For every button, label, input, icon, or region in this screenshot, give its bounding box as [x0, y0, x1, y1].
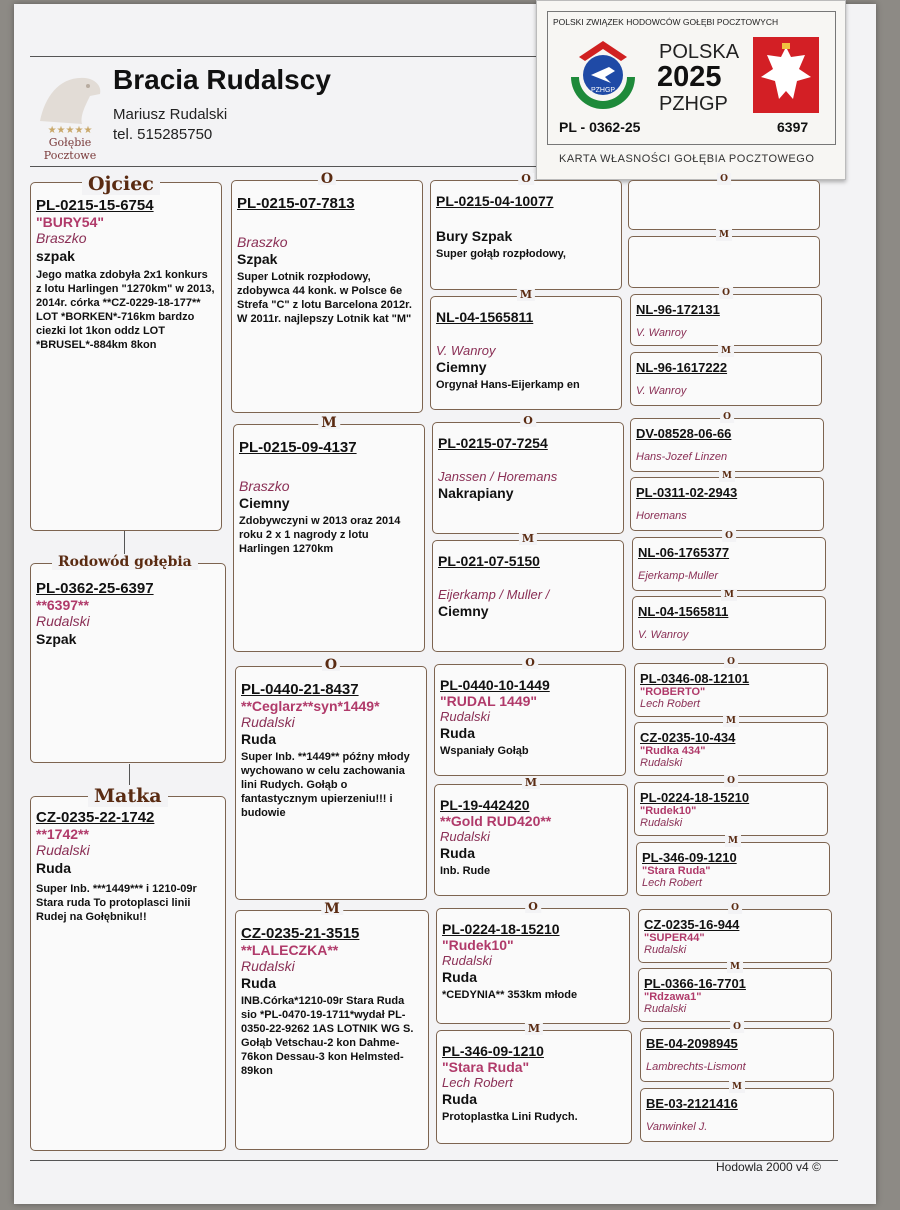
sex-label: O [525, 901, 541, 913]
ancestor-breed: Vanwinkel J. [646, 1121, 708, 1133]
ancestor-breed: Lech Robert [640, 698, 700, 710]
sex-label: M [718, 345, 734, 357]
spacer [634, 188, 814, 198]
ancestor-breed: Rudalski [640, 817, 683, 829]
sex-label: O [720, 411, 734, 423]
logo [30, 66, 110, 162]
great-grandparent-color: Ruda [440, 845, 475, 861]
grandparent-breed: Rudalski [241, 958, 295, 974]
pigeon-label: Rodowód gołębia [52, 554, 198, 570]
pigeon-box[interactable] [30, 563, 226, 763]
great-grandparent-box[interactable] [432, 532, 624, 652]
pigeon-color: Szpak [36, 631, 77, 647]
grandparent-color: Szpak [237, 251, 278, 267]
sex-label: M [522, 777, 540, 789]
great-grandparent-color: Ciemny [436, 359, 487, 375]
great-grandparent-ring: PL-346-09-1210 [442, 1043, 544, 1059]
spacer [638, 560, 820, 570]
grandparent-nick: **LALECZKA** [241, 942, 339, 958]
sex-label: O [730, 1021, 744, 1033]
ancestor-box[interactable] [638, 962, 832, 1022]
great-grandparent-breed: Rudalski [440, 709, 490, 724]
grandparent-desc: INB.Córka*1210-09r Stara Ruda sio *PL-0470-19-1711*wydał PL-0350-22-9262 1AS LOTNIK WG S. Gołąb Vetschau-2 kon Dahme-76kon Dessau-3 kon Helmsted-89kon [241, 995, 414, 1077]
father-nick: "BURY54" [36, 214, 104, 230]
sex-label: M [719, 470, 735, 482]
ancestor-nick: "Rudka 434" [640, 745, 706, 757]
great-grandparent-nick: "Stara Ruda" [442, 1059, 530, 1075]
ancestor-nick: "Stara Ruda" [642, 865, 711, 877]
ancestor-box[interactable] [630, 346, 822, 406]
ancestor-nick: "SUPER44" [644, 932, 705, 944]
ancestor-ring: CZ-0235-16-944 [644, 917, 740, 932]
grandparent-box[interactable] [233, 415, 425, 652]
great-grandparent-ring: PL-0224-18-15210 [442, 921, 560, 937]
header-line-top [30, 56, 536, 57]
logo-text-1: Gołębie [48, 136, 92, 149]
mother-desc: Super Inb. ***1449*** i 1210-09r Stara ruda To protoplasci linii Rudej na Gołębniku!! [36, 883, 197, 923]
grandparent-box[interactable] [235, 657, 427, 900]
great-grandparent-ring: PL-0440-10-1449 [440, 677, 550, 693]
grandparent-desc: Super Inb. **1449** późny młody wychowano w celu zachowania lini Rudych. Gołąb o fantastycznym upierzeniu!!! i budowie [241, 751, 410, 819]
logo-text-2: Pocztowe [43, 149, 97, 162]
sex-label: M [727, 961, 743, 973]
ancestor-ring: NL-96-172131 [636, 302, 720, 317]
great-grandparent-box[interactable] [430, 172, 622, 290]
great-grandparent-desc: Super gołąb rozpłodowy, [436, 248, 566, 260]
spacer [636, 500, 818, 510]
father-breed: Braszko [36, 230, 87, 246]
great-grandparent-color: Bury Szpak [436, 228, 513, 244]
owner-name: Mariusz Rudalski [113, 106, 228, 123]
great-grandparent-box[interactable] [434, 776, 628, 896]
logo-stars: ★★★★★ [47, 125, 93, 136]
connector-line [124, 531, 125, 555]
spacer [638, 619, 820, 629]
ancestor-nick: "Rudek10" [640, 805, 697, 817]
great-grandparent-desc: Wspaniały Gołąb [440, 745, 529, 757]
ancestor-box[interactable] [634, 716, 828, 776]
ancestor-ring: BE-04-2098945 [646, 1036, 738, 1051]
polish-eagle-icon [753, 37, 819, 113]
ancestor-breed: V. Wanroy [636, 327, 687, 339]
pigeon-nick: **6397** [36, 597, 89, 613]
ancestor-box[interactable] [640, 1082, 834, 1142]
pigeon-head-icon [30, 66, 110, 126]
owner-phone: tel. 515285750 [113, 126, 213, 143]
spacer [438, 569, 618, 587]
sex-label: M [721, 589, 737, 601]
sex-label: M [321, 903, 343, 915]
great-grandparent-desc: *CEDYNIA** 353km młode [442, 989, 578, 1001]
ancestor-ring: CZ-0235-10-434 [640, 730, 736, 745]
sex-label: M [725, 835, 741, 847]
emblem-text: PZHGP [590, 87, 616, 94]
card-org: PZHGP [659, 93, 728, 115]
ancestor-breed: Horemans [636, 510, 687, 522]
great-grandparent-breed: Rudalski [442, 953, 492, 968]
ownership-card [536, 0, 846, 180]
sex-label: O [728, 902, 742, 914]
ancestor-ring: PL-0346-08-12101 [640, 671, 750, 686]
grandparent-breed: Braszko [237, 234, 288, 250]
mother-nick: **1742** [36, 826, 89, 842]
pigeon-ring: PL-0362-25-6397 [36, 580, 154, 597]
spacer [237, 212, 417, 234]
sex-label: M [716, 229, 732, 241]
sex-label: O [722, 530, 736, 542]
ancestor-box[interactable] [638, 903, 832, 963]
great-grandparent-box[interactable] [436, 1022, 632, 1144]
father-color: szpak [36, 248, 75, 264]
ancestor-box[interactable] [634, 657, 828, 717]
ancestor-ring: DV-08528-06-66 [636, 426, 732, 441]
ancestor-breed: V. Wanroy [636, 385, 687, 397]
ancestor-box[interactable] [632, 590, 826, 650]
ancestor-ring: NL-04-1565811 [638, 604, 729, 619]
grandparent-desc: Zdobywczyni w 2013 oraz 2014 roku 2 x 1 nagrody z lotu Harlingen 1270km [239, 515, 401, 555]
header-line-bottom [30, 166, 536, 167]
ancestor-box[interactable] [628, 230, 820, 288]
ancestor-ring: PL-0366-16-7701 [644, 976, 746, 991]
ancestor-ring: PL-346-09-1210 [642, 850, 737, 865]
ancestor-breed: V. Wanroy [638, 629, 689, 641]
card-country: POLSKA [659, 41, 740, 63]
mother-label: Matka [88, 785, 168, 807]
great-grandparent-desc: Inb. Rude [440, 865, 491, 877]
mother-breed: Rudalski [36, 842, 90, 858]
connector-line [129, 764, 130, 786]
ancestor-ring: PL-0311-02-2943 [636, 485, 738, 500]
sex-label: M [517, 289, 535, 301]
great-grandparent-color: Nakrapiany [438, 485, 514, 501]
great-grandparent-breed: Lech Robert [442, 1075, 513, 1090]
sex-label: M [318, 417, 340, 429]
ancestor-box[interactable] [636, 836, 830, 896]
mother-color: Ruda [36, 860, 71, 876]
sex-label: O [520, 415, 536, 427]
ancestor-ring: PL-0224-18-15210 [640, 790, 750, 805]
father-desc: Jego matka zdobyła 2x1 konkurs z lotu Harlingen "1270km" w 2013, 2014r. córka **CZ-0229-18-177** LOT *BORKEN*-716km bardzo ciezki lot 1kon oddz LOT *BRUSEL*-884km 8kon [36, 269, 215, 351]
spacer [636, 375, 816, 385]
card-ring: PL - 0362-25 [559, 119, 641, 135]
ancestor-ring: BE-03-2121416 [646, 1096, 738, 1111]
sex-label: O [724, 656, 738, 668]
ancestor-box[interactable] [632, 531, 826, 591]
great-grandparent-ring: PL-021-07-5150 [438, 553, 540, 569]
great-grandparent-box[interactable] [432, 414, 624, 534]
father-box[interactable] [30, 182, 222, 531]
grandparent-color: Ciemny [239, 495, 290, 511]
footer-text: Hodowla 2000 v4 © [716, 1160, 821, 1174]
ancestor-nick: "ROBERTO" [640, 686, 706, 698]
spacer [636, 441, 818, 451]
ancestor-breed: Lech Robert [642, 877, 702, 889]
ancestor-box[interactable] [630, 288, 822, 346]
pzhgp-emblem [563, 37, 643, 117]
grandparent-ring: PL-0215-07-7813 [237, 195, 355, 212]
ancestor-box[interactable] [630, 412, 824, 472]
ancestor-ring: NL-96-1617222 [636, 360, 728, 375]
spacer [636, 317, 816, 327]
grandparent-color: Ruda [241, 731, 276, 747]
grandparent-breed: Rudalski [241, 714, 295, 730]
mother-box[interactable] [30, 796, 226, 1151]
great-grandparent-color: Ciemny [438, 603, 489, 619]
pigeon-breed: Rudalski [36, 613, 90, 629]
sex-label: O [322, 659, 340, 671]
card-number: 6397 [777, 119, 809, 135]
great-grandparent-nick: "Rudek10" [442, 937, 514, 953]
great-grandparent-breed: Janssen / Horemans [438, 469, 558, 484]
card-top-text: POLSKI ZWIĄZEK HODOWCÓW GOŁĘBI POCZTOWYCH [553, 17, 779, 27]
great-grandparent-box[interactable] [436, 900, 630, 1024]
great-grandparent-ring: PL-19-442420 [440, 797, 530, 813]
great-grandparent-desc: Orgynał Hans-Eijerkamp en [436, 379, 580, 391]
ancestor-box[interactable] [628, 174, 820, 230]
great-grandparent-box[interactable] [434, 656, 626, 776]
sex-label: O [717, 173, 731, 185]
grandparent-box[interactable] [235, 901, 429, 1150]
great-grandparent-ring: PL-0215-07-7254 [438, 435, 548, 451]
page-title: Bracia Rudalscy [113, 64, 331, 95]
grandparent-breed: Braszko [239, 478, 290, 494]
spacer [646, 1111, 828, 1121]
ancestor-breed: Rudalski [644, 1003, 687, 1015]
father-label: Ojciec [82, 173, 160, 195]
sex-label: O [518, 173, 534, 185]
grandparent-ring: PL-0440-21-8437 [241, 681, 359, 698]
mother-ring: CZ-0235-22-1742 [36, 809, 155, 826]
great-grandparent-ring: NL-04-1565811 [436, 309, 534, 325]
grandparent-ring: PL-0215-09-4137 [239, 439, 357, 456]
card-bottom-text: KARTA WŁASNOŚCI GOŁĘBIA POCZTOWEGO [559, 153, 815, 165]
sex-label: O [318, 173, 336, 185]
sex-label: O [719, 287, 733, 299]
sex-label: O [522, 657, 538, 669]
great-grandparent-breed: Rudalski [440, 829, 490, 844]
spacer [436, 325, 616, 343]
ancestor-breed: Hans-Jozef Linzen [636, 451, 728, 463]
great-grandparent-nick: "RUDAL 1449" [440, 693, 538, 709]
great-grandparent-breed: Eijerkamp / Muller / [438, 587, 550, 602]
sex-label: O [724, 775, 738, 787]
ancestor-breed: Rudalski [640, 757, 683, 769]
great-grandparent-box[interactable] [430, 288, 622, 410]
grandparent-box[interactable] [231, 171, 423, 413]
spacer [646, 1051, 828, 1061]
spacer [634, 244, 814, 254]
great-grandparent-desc: Protoplastka Lini Rudych. [442, 1111, 578, 1123]
sex-label: M [519, 533, 537, 545]
spacer [438, 451, 618, 469]
great-grandparent-breed: V. Wanroy [436, 343, 496, 358]
card-year: 2025 [657, 61, 722, 93]
spacer [436, 209, 616, 227]
ancestor-breed: Ejerkamp-Muller [638, 570, 719, 582]
sex-label: M [525, 1023, 543, 1035]
ancestor-ring: NL-06-1765377 [638, 545, 730, 560]
great-grandparent-ring: PL-0215-04-10077 [436, 193, 554, 209]
great-grandparent-color: Ruda [442, 1091, 477, 1107]
great-grandparent-color: Ruda [440, 725, 475, 741]
ancestor-box[interactable] [640, 1022, 834, 1082]
grandparent-desc: Super Lotnik rozpłodowy, zdobywca 44 konk. w Polsce 6e Strefa "C" z lotu Barcelona 2012r. W 2011r. najlepszy Lotnik kat "M" [237, 271, 412, 325]
grandparent-color: Ruda [241, 975, 276, 991]
great-grandparent-nick: **Gold RUD420** [440, 813, 552, 829]
ancestor-box[interactable] [634, 776, 828, 836]
ancestor-breed: Rudalski [644, 944, 687, 956]
sex-label: M [729, 1081, 745, 1093]
ancestor-breed: Lambrechts-Lismont [646, 1061, 746, 1073]
sex-label: M [723, 715, 739, 727]
ancestor-nick: "Rdzawa1" [644, 991, 702, 1003]
spacer [239, 456, 419, 478]
great-grandparent-color: Ruda [442, 969, 477, 985]
grandparent-ring: CZ-0235-21-3515 [241, 925, 360, 942]
grandparent-nick: **Ceglarz**syn*1449* [241, 698, 380, 714]
ancestor-box[interactable] [630, 471, 824, 531]
father-ring: PL-0215-15-6754 [36, 197, 154, 214]
